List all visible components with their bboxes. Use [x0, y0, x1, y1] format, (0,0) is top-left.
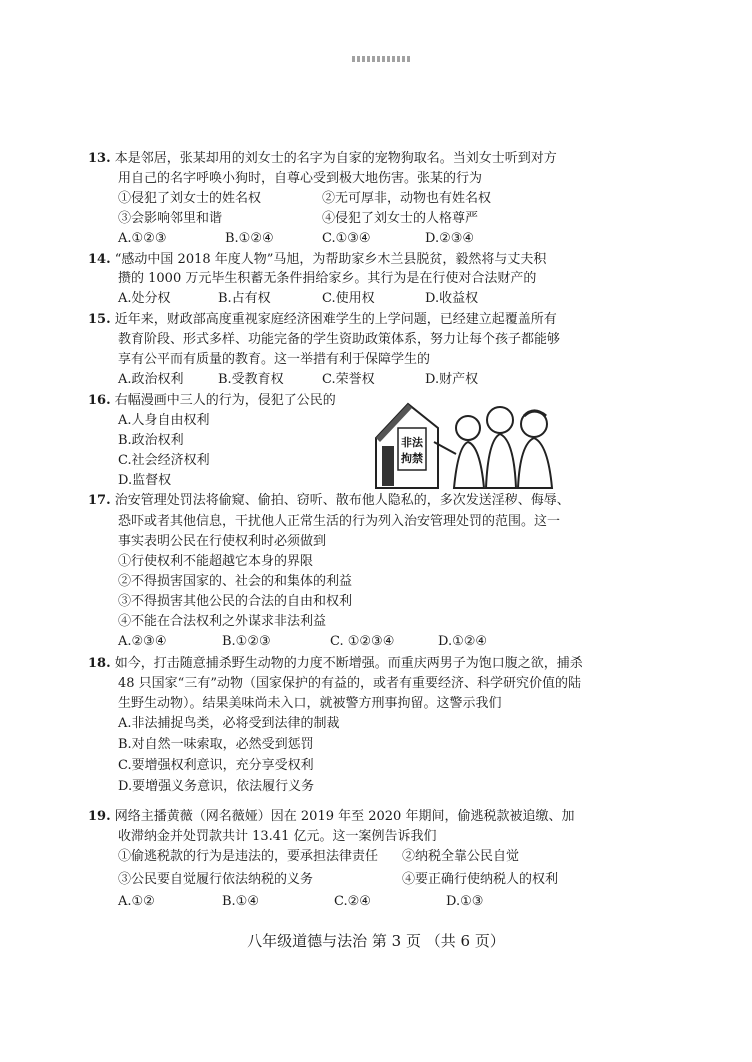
cartoon-door: [382, 446, 394, 486]
q16-option-b: B.政治权利: [118, 433, 184, 448]
q13-option-c: C.①③④: [322, 231, 371, 246]
q19-option-b: B.①④: [222, 894, 259, 909]
cartoon-person2-head: [487, 407, 513, 433]
q19-statement-1: ①偷逃税款的行为是违法的，要承担法律责任: [118, 849, 379, 864]
q18-option-a: A.非法捕捉鸟类，必将受到法律的制裁: [118, 716, 340, 731]
illegal-detention-cartoon: [368, 398, 564, 498]
q18-number: 18.: [88, 656, 111, 671]
q18-option-c: C.要增强权利意识，充分享受权利: [118, 758, 314, 773]
q14-option-c: C.使用权: [322, 291, 375, 306]
q15-stem-line1: [88, 311, 557, 329]
q19-option-a: A.①②: [118, 894, 155, 909]
q16-stem-line1: [88, 392, 336, 410]
q13-stem-line1: [88, 150, 557, 168]
q17-text1: 治安管理处罚法将偷窥、偷拍、窃听、散布他人隐私的，多次发送淫秽、侮辱、: [114, 493, 570, 508]
q16-option-a: A.人身自由权利: [118, 413, 210, 428]
q19-option-d: D.①③: [446, 894, 484, 909]
q15-stem-line3: 享有公平而有质量的教育。这一举措有利于保障学生的: [118, 352, 431, 367]
q17-statement-1: ①行使权利不能超越它本身的界限: [118, 554, 314, 569]
q16-number: 16.: [88, 393, 111, 408]
q18-option-b: B.对自然一味索取，必然受到惩罚: [118, 737, 314, 752]
q14-text1: “感动中国 2018 年度人物”马旭，为帮助家乡木兰县脱贫，毅然将与丈夫积: [114, 252, 547, 267]
q17-statement-2: ②不得损害国家的、社会的和集体的利益: [118, 574, 353, 589]
cartoon-person1-body: [454, 442, 484, 488]
q16-option-d: D.监督权: [118, 473, 172, 488]
q16-option-c: C.社会经济权利: [118, 453, 210, 468]
q13-stem-line2: 用自己的名字呼唤小狗时，自尊心受到极大地伤害。张某的行为: [118, 171, 483, 186]
q14-stem-line1: [88, 251, 546, 269]
q17-option-b: B.①②③: [222, 634, 271, 649]
q14-number: 14.: [88, 252, 111, 267]
q15-number: 15.: [88, 312, 111, 327]
q15-option-d: D.财产权: [425, 372, 479, 387]
q17-stem-line3: 事实表明公民在行使权利时必须做到: [118, 534, 327, 549]
page-footer: 八年级道德与法治 第 3 页 （共 6 页）: [247, 932, 505, 950]
q19-statement-4: ④要正确行使纳税人的权利: [402, 872, 559, 887]
q14-option-d: D.收益权: [425, 291, 479, 306]
q13-statement-4: ④侵犯了刘女士的人格尊严: [322, 211, 479, 226]
q13-statement-1: ①侵犯了刘女士的姓名权: [118, 191, 262, 206]
q17-option-a: A.②③④: [118, 634, 167, 649]
cartoon-person2-body: [486, 434, 516, 488]
q19-stem-line2: 收滞纳金并处罚款共计 13.41 亿元。这一案例告诉我们: [118, 829, 437, 844]
q13-option-d: D.②③④: [425, 231, 475, 246]
cartoon-sign-text2: 拘禁: [401, 452, 423, 465]
q14-option-a: A.处分权: [118, 291, 171, 306]
q17-stem-line1: [88, 492, 570, 510]
cartoon-sign-text1: 非法: [401, 436, 423, 449]
q15-option-c: C.荣誉权: [322, 372, 375, 387]
q17-option-d: D.①②④: [438, 634, 488, 649]
q19-statement-2: ②纳税全靠公民自觉: [402, 849, 520, 864]
q15-option-b: B.受教育权: [218, 372, 284, 387]
q13-text1: 本是邻居，张某却用的刘女士的名字为自家的宠物狗取名。当刘女士听到对方: [114, 151, 557, 166]
q17-stem-line2: 恐吓或者其他信息，干扰他人正常生活的行为列入治安管理处罚的范围。这一: [118, 514, 561, 529]
cartoon-person1-head: [456, 416, 480, 440]
q14-option-b: B.占有权: [218, 291, 271, 306]
q13-number: 13.: [88, 151, 111, 166]
q14-stem-line2: 攒的 1000 万元毕生积蓄无条件捐给家乡。其行为是在行使对合法财产的: [118, 271, 537, 286]
header-mark: [352, 56, 412, 62]
q18-text1: 如今，打击随意捕杀野生动物的力度不断增强。而重庆两男子为饱口腹之欲，捕杀: [114, 656, 583, 671]
q17-number: 17.: [88, 493, 111, 508]
q19-number: 19.: [88, 809, 111, 824]
q13-option-b: B.①②④: [225, 231, 274, 246]
q15-text1: 近年来，财政部高度重视家庭经济困难学生的上学问题，已经建立起覆盖所有: [114, 312, 557, 327]
q18-stem-line1: [88, 655, 583, 673]
q19-statement-3: ③公民要自觉履行依法纳税的义务: [118, 872, 314, 887]
q19-option-c: C.②④: [334, 894, 371, 909]
q19-text1: 网络主播黄薇（网名薇娅）因在 2019 年至 2020 年期间，偷逃税款被追缴、加: [114, 809, 575, 824]
q17-statement-4: ④不能在合法权利之外谋求非法利益: [118, 614, 327, 629]
q13-statement-2: ②无可厚非，动物也有姓名权: [322, 191, 492, 206]
cartoon-person3-body: [518, 438, 552, 488]
q19-stem-line1: [88, 808, 574, 826]
q17-statement-3: ③不得损害其他公民的合法的自由和权利: [118, 594, 353, 609]
q16-text1: 右幅漫画中三人的行为，侵犯了公民的: [114, 393, 336, 408]
q15-option-a: A.政治权利: [118, 372, 184, 387]
q18-stem-line3: 生野生动物）。结果美味尚未入口，就被警方刑事拘留。这警示我们: [118, 696, 502, 711]
q17-option-c: C. ①②③④: [330, 634, 395, 649]
q13-option-a: A.①②③: [118, 231, 167, 246]
q18-option-d: D.要增强义务意识，依法履行义务: [118, 779, 315, 794]
q13-statement-3: ③会影响邻里和谐: [118, 211, 223, 226]
q18-stem-line2: 48 只国家“三有”动物（国家保护的有益的，或者有重要经济、科学研究价值的陆: [118, 676, 581, 691]
q15-stem-line2: 教育阶段、形式多样、功能完备的学生资助政策体系，努力让每个孩子都能够: [118, 332, 561, 347]
